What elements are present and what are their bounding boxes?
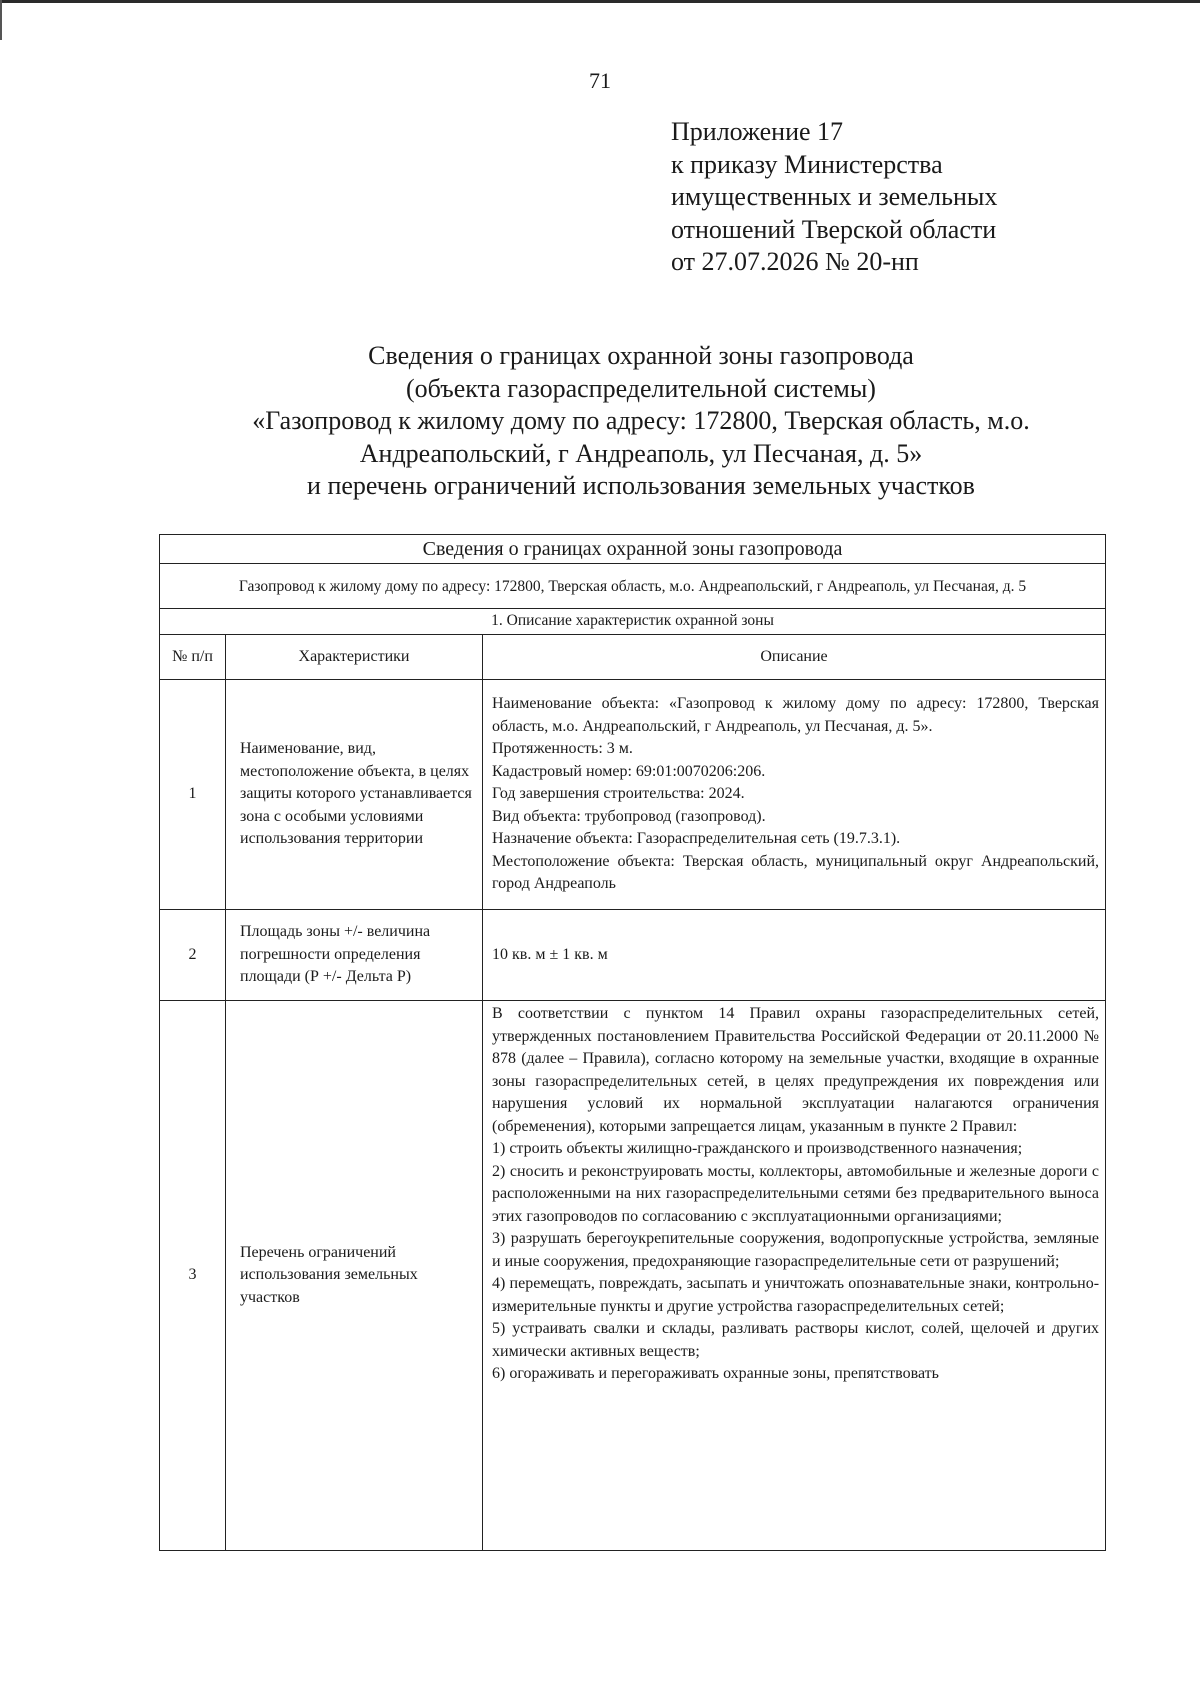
description-line: В соответствии с пунктом 14 Правил охраны газораспределительных сетей, утвержденных постановлением Правительства Российской Федерации от 20.11.2000 № 878 (далее – Правила), согласно которому на земельные участки, входящие в охранные зоны газораспределительных сетей, в целях предупреждения их повреждения или нарушения условий их нормальной эксплуатации налагаются ограничения (обременения), которыми запрещается лицам, указанным в пункте 2 Правил: — [492, 1005, 1100, 1135]
zone-table — [159, 534, 1106, 1551]
title-line: Андреапольский, г Андреаполь, ул Песчаная, д. 5» — [359, 438, 923, 468]
description-line: 2) сносить и реконструировать мосты, коллекторы, автомобильные и железные дороги с расположенными на них газораспределительными сетями без предварительного выноса этих газопроводов по согласованию с эксплуатационными организациями; — [492, 1162, 1100, 1225]
row-description — [483, 910, 1106, 1001]
description-line: 4) перемещать, повреждать, засыпать и уничтожать опознавательные знаки, контрольно-измерительные пункты и другие устройства газораспределительных сетей; — [492, 1275, 1100, 1315]
description-line: Кадастровый номер: 69:01:0070206:206. — [492, 762, 766, 780]
description-line: Наименование объекта: «Газопровод к жилому дому по адресу: 172800, Тверская область, м.о. Андреапольский, г Андреаполь, ул Песчаная, д. 5». — [492, 695, 1100, 735]
row-number: 2 — [160, 910, 226, 1001]
appendix-block — [671, 116, 997, 279]
row-number: 3 — [160, 1001, 226, 1551]
description-line: Вид объекта: трубопровод (газопровод). — [492, 807, 766, 825]
row-description — [483, 1001, 1106, 1551]
table-row — [160, 680, 1106, 910]
row-description — [483, 680, 1106, 910]
table-section-title: 1. Описание характеристик охранной зоны — [160, 609, 1106, 635]
column-header-characteristics: Характеристики — [226, 635, 483, 680]
table-header: Сведения о границах охранной зоны газопровода — [160, 535, 1106, 564]
title-line: и перечень ограничений использования земельных участков — [307, 471, 975, 500]
column-header-row — [160, 635, 1106, 680]
description-line: 3) разрушать берегоукрепительные сооружения, водопропускные устройства, земляные и иные сооружения, предохраняющие газораспределительные сети от разрушений; — [492, 1230, 1100, 1270]
page-number: 71 — [589, 68, 611, 93]
row-characteristic: Наименование, вид, местоположение объекта, в целях защиты которого устанавливается зона с особыми условиями использования территории — [226, 680, 483, 910]
appendix-line: Приложение 17 — [671, 117, 844, 146]
description-line: Год завершения строительства: 2024. — [492, 785, 745, 803]
table-row — [160, 910, 1106, 1001]
appendix-line: к приказу Министерства — [671, 149, 943, 179]
appendix-line: отношений Тверской области — [671, 214, 997, 244]
title-line: «Газопровод к жилому дому по адресу: 172800, Тверская область, м.о. — [252, 406, 1030, 435]
description-line: Протяженность: 3 м. — [492, 740, 633, 758]
description-line: 6) огораживать и перегораживать охранные зоны, препятствовать — [492, 1365, 939, 1382]
document-title — [0, 340, 1200, 503]
description-line: 5) устраивать свалки и склады, разливать растворы кислот, солей, щелочей и других химически активных веществ; — [492, 1320, 1100, 1360]
title-line: Сведения о границах охранной зоны газопровода — [368, 341, 914, 370]
scan-border-top — [0, 0, 1200, 3]
row-number: 1 — [160, 680, 226, 910]
appendix-line: имущественных и земельных — [671, 182, 998, 211]
row-characteristic: Перечень ограничений использования земельных участков — [226, 1001, 483, 1551]
appendix-line: от 27.07.2026 № 20-нп — [671, 247, 919, 276]
column-header-number: № п/п — [160, 635, 226, 680]
description-line: 1) строить объекты жилищно-гражданского и производственного назначения; — [492, 1140, 1023, 1157]
description-line: 10 кв. м ± 1 кв. м — [492, 945, 608, 963]
row-characteristic: Площадь зоны +/- величина погрешности определения площади (Р +/- Дельта Р) — [226, 910, 483, 1001]
table-object-name: Газопровод к жилому дому по адресу: 172800, Тверская область, м.о. Андреапольский, г Андреаполь, ул Песчаная, д. 5 — [160, 564, 1106, 609]
description-line: Местоположение объекта: Тверская область, муниципальный округ Андреапольский, город Андреаполь — [492, 852, 1100, 893]
description-line: Назначение объекта: Газораспределительная сеть (19.7.3.1). — [492, 830, 901, 848]
scan-border-left — [0, 0, 2, 40]
column-header-description: Описание — [483, 635, 1106, 680]
table-row — [160, 1001, 1106, 1551]
title-line: (объекта газораспределительной системы) — [406, 373, 876, 403]
